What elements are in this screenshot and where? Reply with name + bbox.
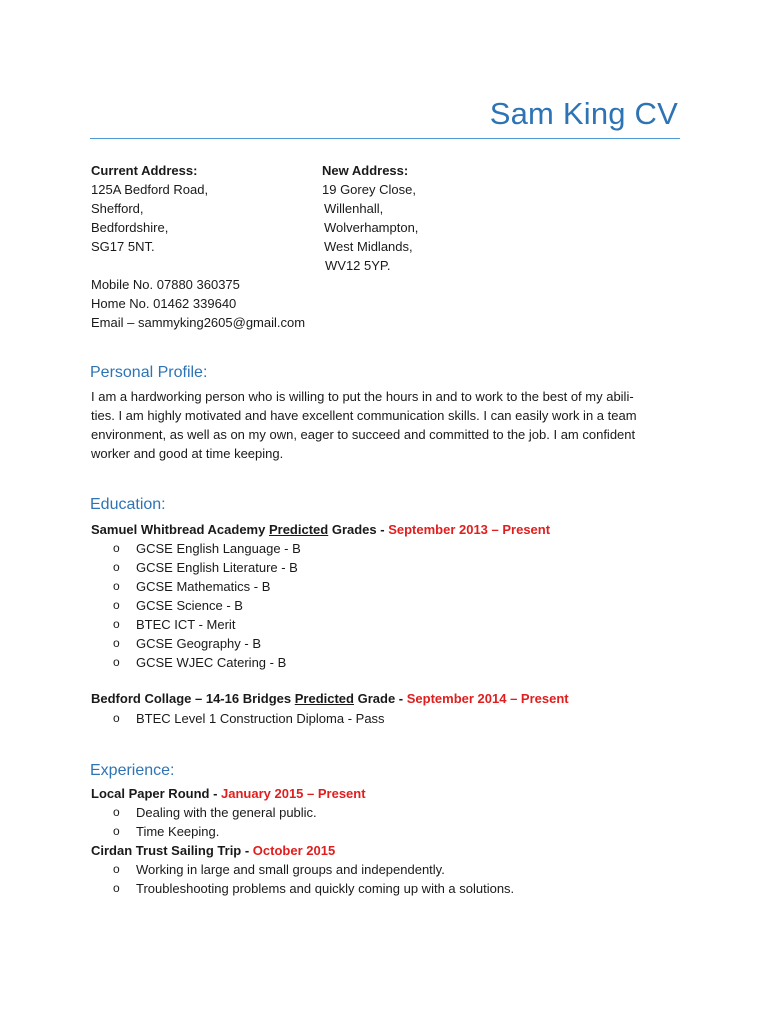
experience-heading: Experience: [90, 762, 175, 779]
list-item-text: Working in large and small groups and independently. [136, 862, 445, 877]
contact-details [91, 275, 305, 332]
current-address-line: Bedfordshire, [91, 220, 169, 235]
bullet-marker: o [113, 711, 120, 725]
school-name: Bedford Collage – 14-16 Bridges [91, 691, 295, 706]
current-address-line: Shefford, [91, 201, 144, 216]
bullet-marker: o [113, 655, 120, 669]
new-address-label: New Address: [322, 163, 409, 178]
bullet-marker: o [113, 805, 120, 819]
job-name: Cirdan Trust Sailing Trip - [91, 843, 253, 858]
school-name: Samuel Whitbread Academy [91, 522, 269, 537]
list-item-text: GCSE Geography - B [136, 636, 261, 651]
profile-heading: Personal Profile: [90, 364, 208, 381]
list-item [113, 596, 301, 615]
school-1-entry [91, 520, 550, 539]
email-address: Email – sammyking2605@gmail.com [91, 315, 306, 330]
list-item-text: GCSE WJEC Catering - B [136, 655, 287, 670]
school-2-entry [91, 689, 569, 708]
list-item [113, 879, 514, 898]
list-item-text: Time Keeping. [136, 824, 220, 839]
list-item [113, 822, 317, 841]
list-item-text: Dealing with the general public. [136, 805, 317, 820]
list-item [113, 860, 514, 879]
new-address-line: West Midlands, [324, 239, 413, 254]
list-item [113, 653, 301, 672]
job-2-entry [91, 841, 335, 860]
current-address-line: SG17 5NT. [91, 239, 155, 254]
predicted-label: Predicted [268, 522, 329, 537]
job-dates: January 2015 – Present [221, 786, 366, 801]
list-item-text: BTEC Level 1 Construction Diploma - Pass [136, 711, 385, 726]
home-number: Home No. 01462 339640 [91, 296, 237, 311]
list-item [113, 615, 301, 634]
bullet-marker: o [113, 598, 120, 612]
grades-label: Grade - [353, 691, 407, 706]
bullet-marker: o [113, 824, 120, 838]
list-item [113, 539, 301, 558]
list-item [113, 803, 317, 822]
new-address-line: WV12 5YP. [325, 258, 391, 273]
new-address-line: 19 Gorey Close, [322, 182, 416, 197]
bullet-marker: o [113, 617, 120, 631]
current-address-label: Current Address: [91, 163, 198, 178]
new-address-line: Willenhall, [324, 201, 384, 216]
list-item-text: BTEC ICT - Merit [136, 617, 236, 632]
education-heading: Education: [90, 496, 166, 513]
job-1-duties-list [113, 803, 317, 841]
bullet-marker: o [113, 881, 120, 895]
school-2-grades-list [113, 709, 385, 728]
bullet-marker: o [113, 560, 120, 574]
profile-line: I am a hardworking person who is willing to put the hours in and to work to the best of my abili- [91, 389, 634, 404]
bullet-marker: o [113, 862, 120, 876]
bullet-marker: o [113, 541, 120, 555]
profile-line: environment, as well as on my own, eager to succeed and committed to the job. I am confident [91, 427, 636, 442]
school-dates: September 2013 – Present [388, 522, 551, 537]
job-1-entry [91, 784, 366, 803]
list-item-text: GCSE English Literature - B [136, 560, 298, 575]
grades-label: Grades - [328, 522, 389, 537]
list-item [113, 558, 301, 577]
bullet-marker: o [113, 636, 120, 650]
current-address-line: 125A Bedford Road, [91, 182, 209, 197]
job-name: Local Paper Round - [91, 786, 222, 801]
new-address-line: Wolverhampton, [324, 220, 419, 235]
list-item-text: GCSE Mathematics - B [136, 579, 271, 594]
new-address [322, 161, 418, 275]
school-dates: September 2014 – Present [406, 691, 569, 706]
mobile-number: Mobile No. 07880 360375 [91, 277, 240, 292]
current-address [91, 161, 208, 256]
profile-text [91, 387, 681, 463]
list-item [113, 634, 301, 653]
job-dates: October 2015 [252, 843, 336, 858]
list-item [113, 577, 301, 596]
school-1-grades-list [113, 539, 301, 672]
list-item-text: GCSE English Language - B [136, 541, 301, 556]
list-item-text: Troubleshooting problems and quickly coming up with a solutions. [136, 881, 515, 896]
document-title: Sam King CV [489, 96, 678, 131]
bullet-marker: o [113, 579, 120, 593]
title-divider [90, 138, 680, 139]
list-item [113, 709, 385, 728]
list-item-text: GCSE Science - B [136, 598, 243, 613]
predicted-label: Predicted [294, 691, 354, 706]
job-2-duties-list [113, 860, 514, 898]
profile-line: worker and good at time keeping. [91, 446, 284, 461]
profile-line: ties. I am highly motivated and have excellent communication skills. I can easily work in a team [91, 408, 637, 423]
